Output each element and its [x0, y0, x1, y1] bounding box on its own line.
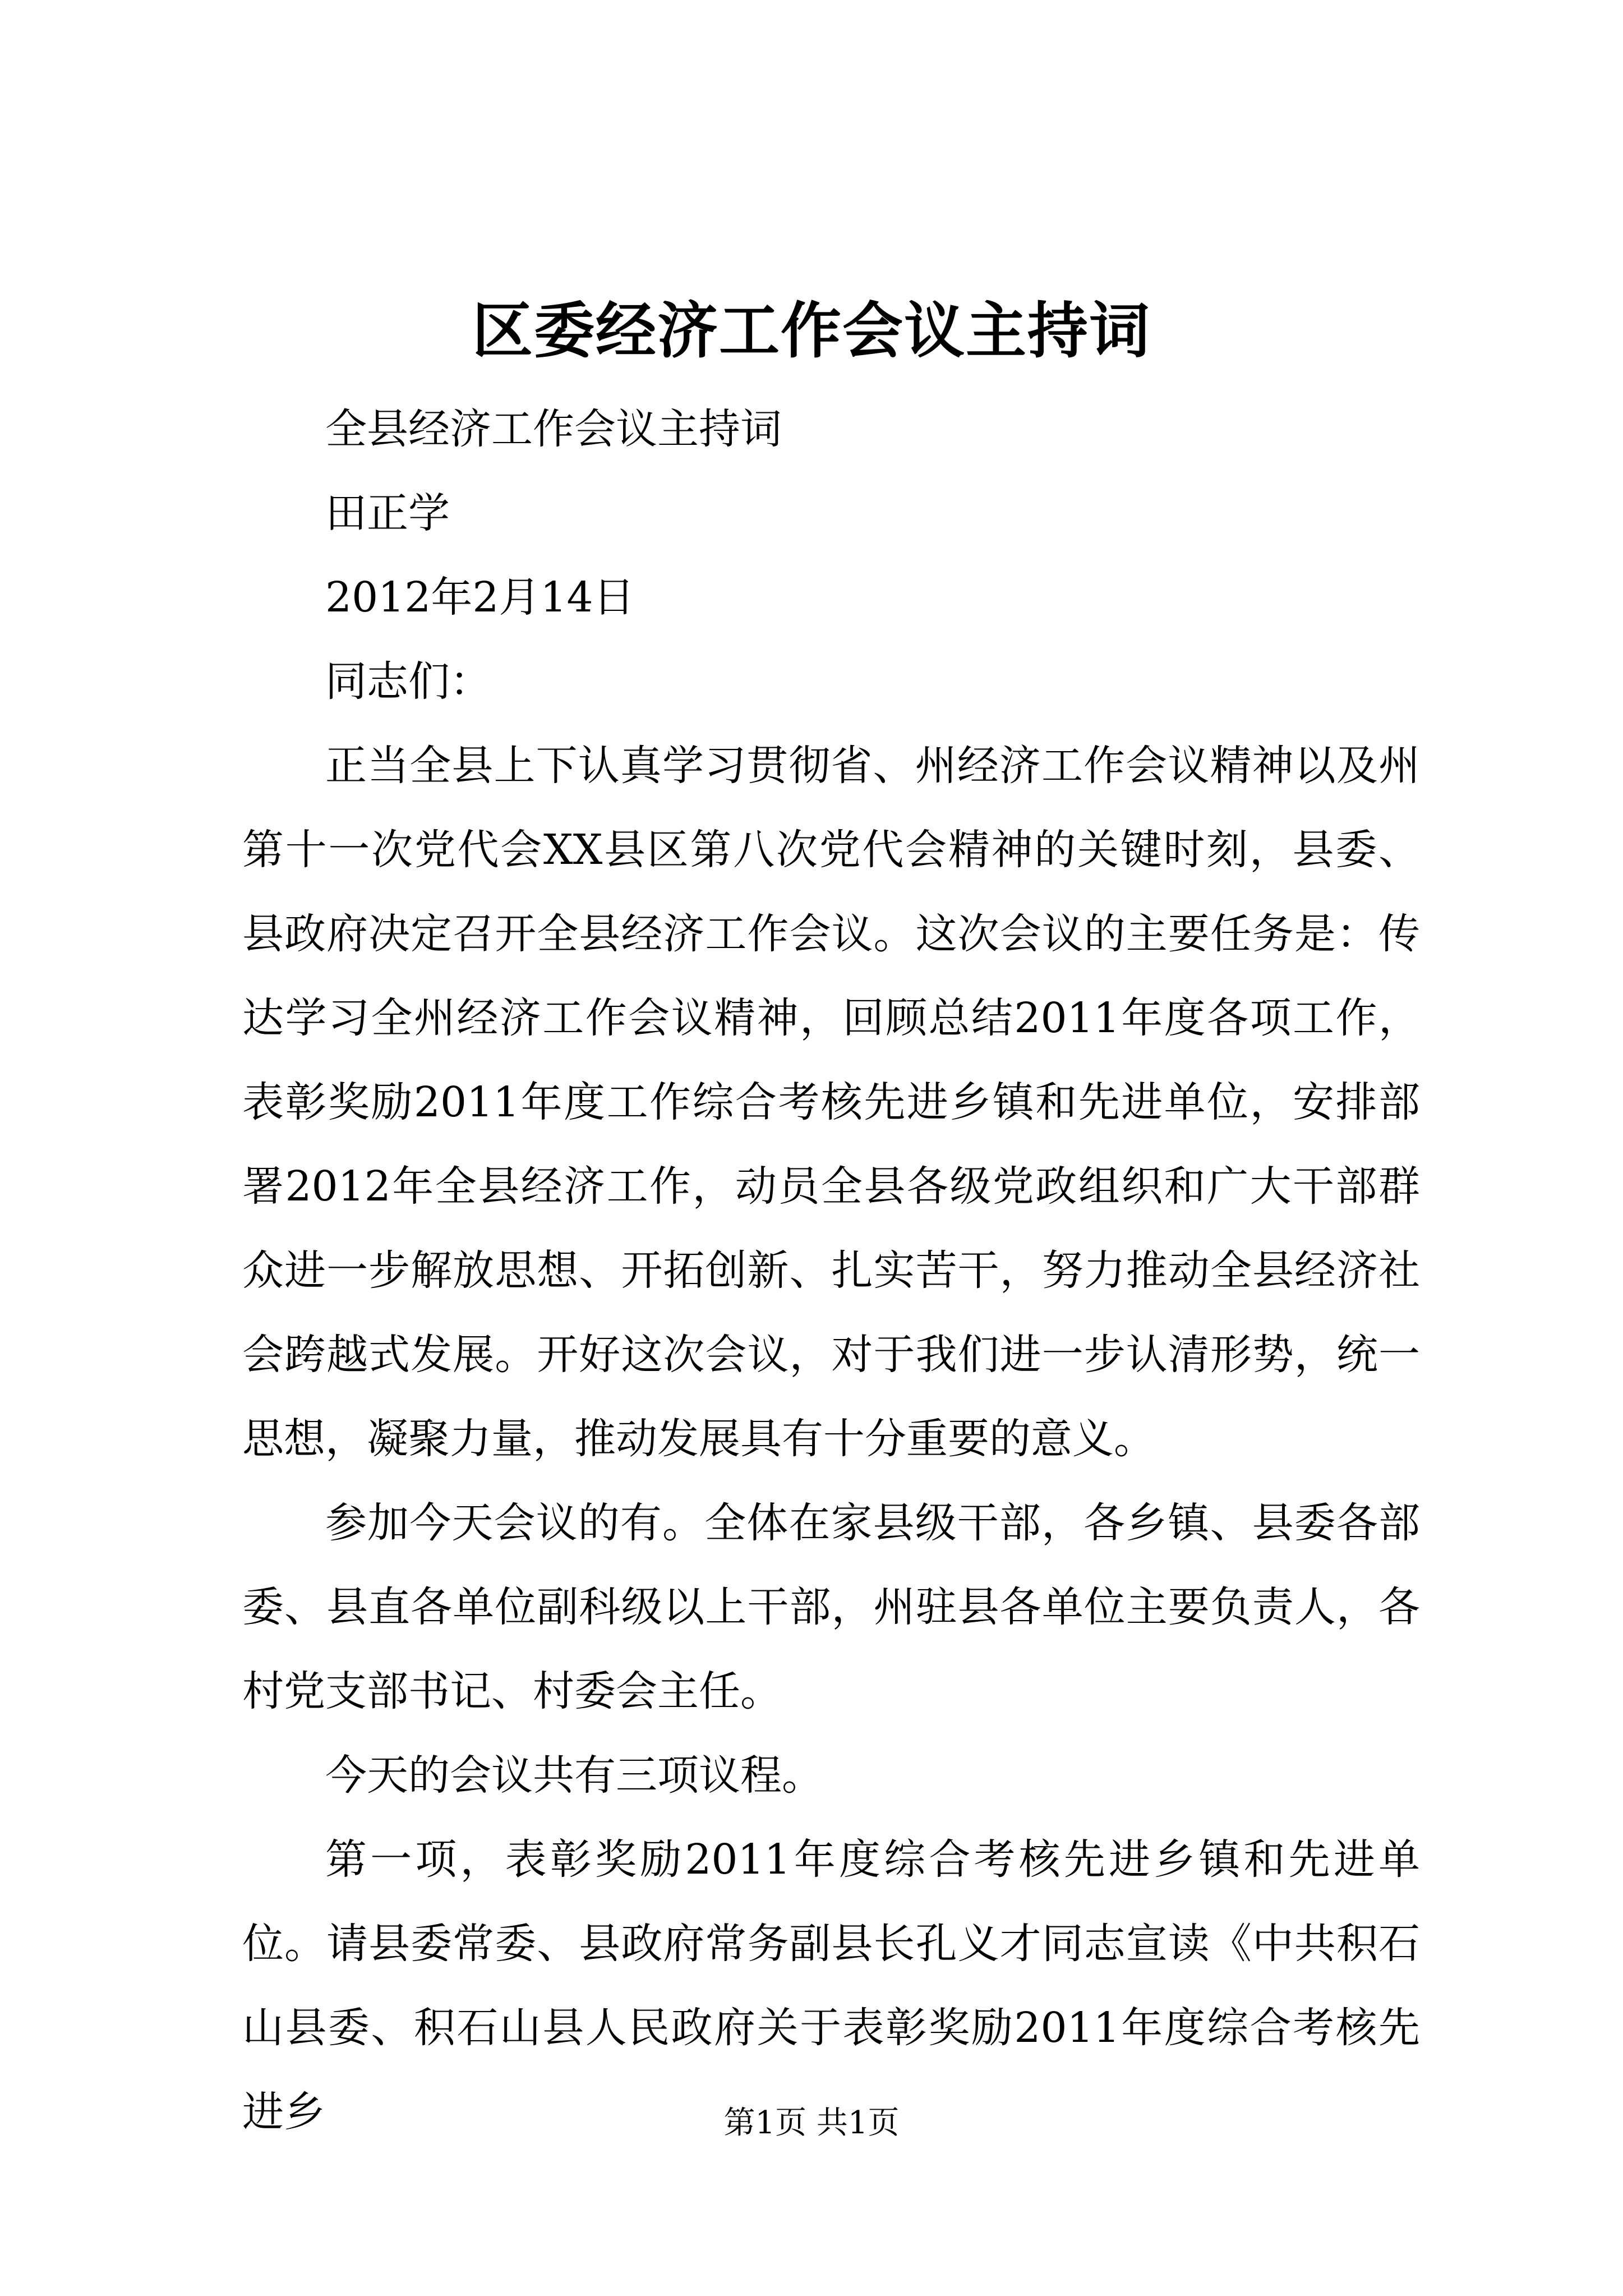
document-body [242, 387, 1420, 2154]
document-title: 区委经济工作会议主持词 [472, 296, 1151, 366]
body-paragraph: 第一项，表彰奖励2011年度综合考核先进乡镇和先进单位。请县委常委、县政府常务副县长孔义才同志宣读《中共积石山县委、积石山县人民政府关于表彰奖励2011年度综合考核先进乡 [242, 1835, 1420, 2136]
author-paragraph: 田正学 [325, 489, 450, 537]
salutation-paragraph: 同志们： [325, 657, 491, 706]
body-paragraph: 参加今天会议的有。全体在家县级干部，各乡镇、县委各部委、县直各单位副科级以上干部，州驻县各单位主要负责人，各村党支部书记、村委会主任。 [242, 1499, 1420, 1715]
date-paragraph: 2012年2月14日 [325, 573, 635, 622]
page-footer: 第1页 共1页 [723, 2105, 900, 2141]
body-paragraph: 今天的会议共有三项议程。 [325, 1751, 823, 1800]
subtitle-paragraph: 全县经济工作会议主持词 [325, 405, 782, 453]
body-paragraph: 正当全县上下认真学习贯彻省、州经济工作会议精神以及州第十一次党代会XX县区第八次党代会精神的关键时刻，县委、县政府决定召开全县经济工作会议。这次会议的主要任务是：传达学习全州经济工作会议精神，回顾总结2011年度各项工作，表彰奖励2011年度工作综合考核先进乡镇和先进单位，安排部署2012年全县经济工作，动员全县各级党政组织和广大干部群众进一步解放思想、开拓创新、扎实苦干，努力推动全县经济社会跨越式发展。开好这次会议，对于我们进一步认清形势，统一思想，凝聚力量，推动发展具有十分重要的意义。 [242, 742, 1420, 1463]
